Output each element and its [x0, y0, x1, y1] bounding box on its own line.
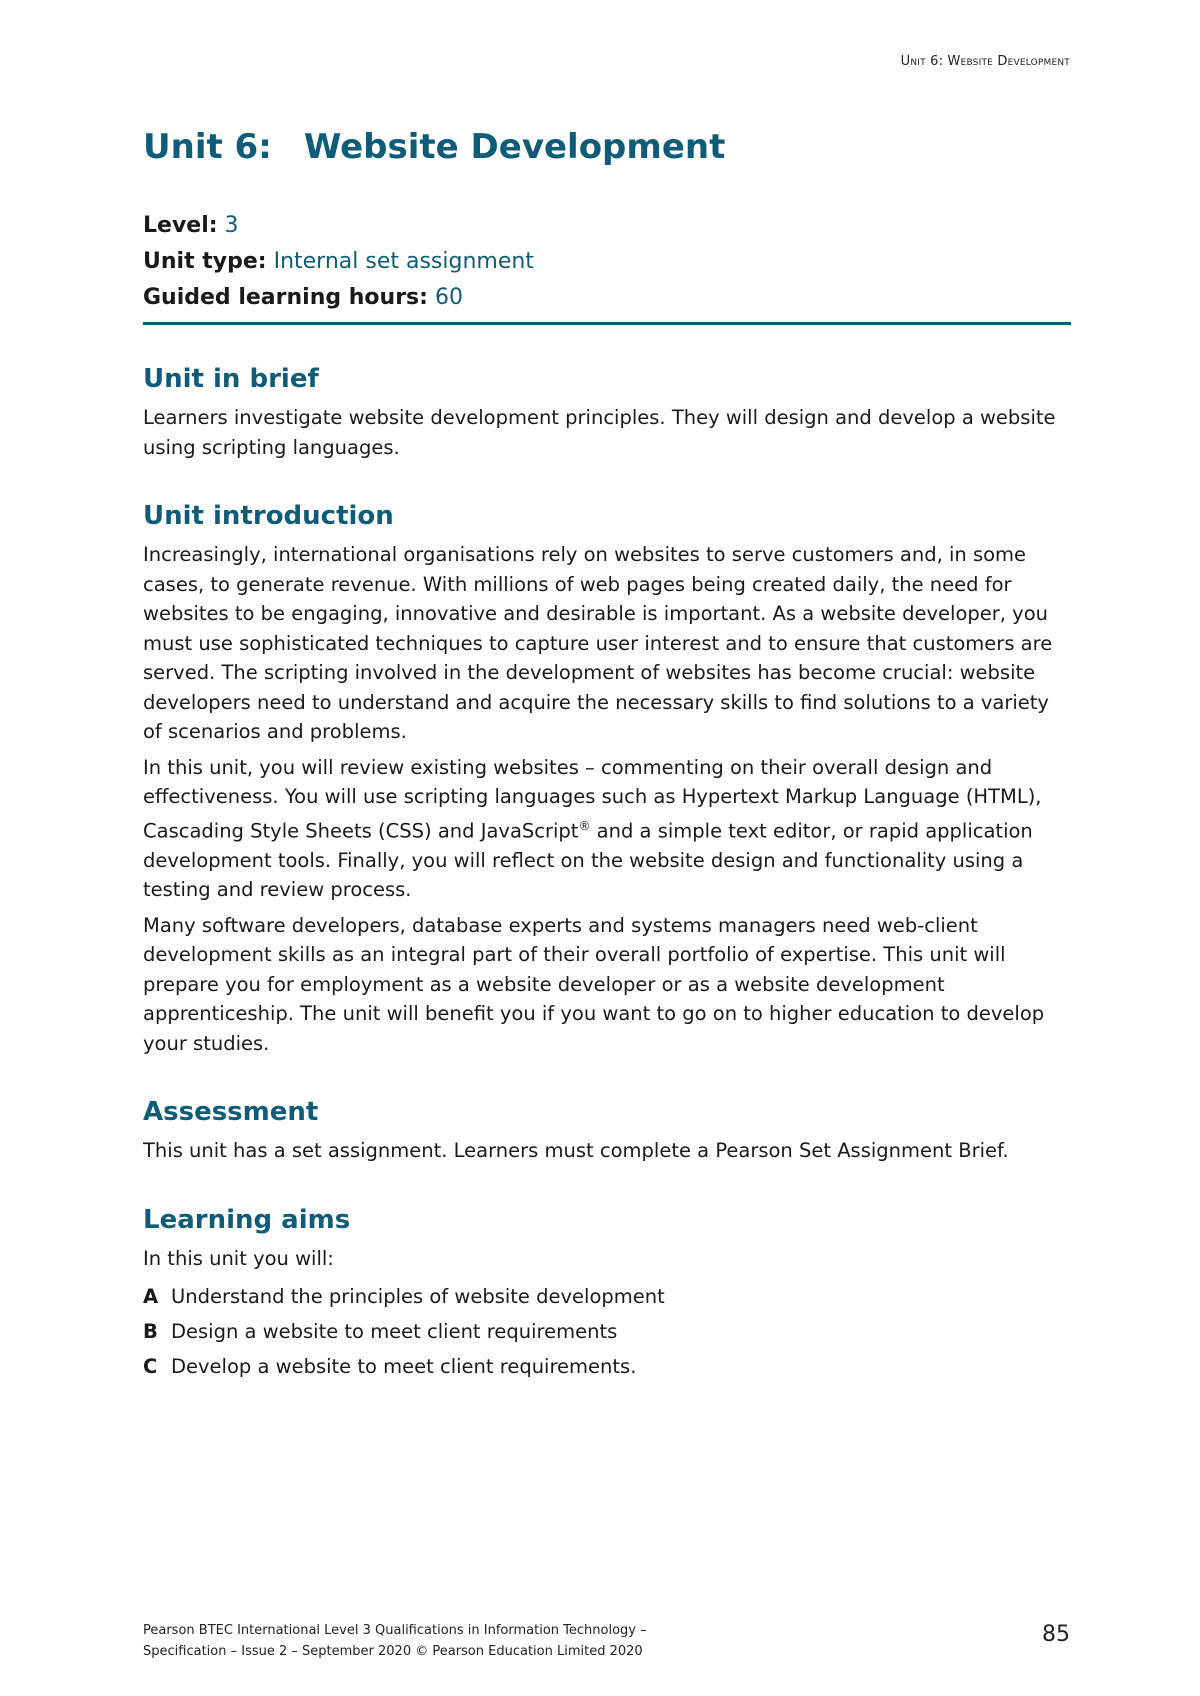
learning-aim-item	[143, 1279, 1071, 1314]
unit-meta	[143, 208, 1071, 316]
learning-aims-heading: Learning aims	[143, 1204, 351, 1235]
learning-aim-item	[143, 1349, 1071, 1384]
page-title	[143, 120, 1071, 174]
unit-type-label: Unit type:	[143, 249, 267, 274]
section-assessment	[143, 1094, 1071, 1166]
unit-in-brief-heading: Unit in brief	[143, 364, 319, 394]
registered-mark: ®	[578, 818, 591, 833]
meta-glh	[143, 280, 1071, 316]
level-label: Level:	[143, 213, 218, 238]
section-unit-in-brief	[143, 361, 1071, 462]
intro-paragraph-2-start: In this unit, you will review existing websites – commenting on their overall design and effectiveness. You will use scripting languages such as Hypertext Markup Language (HTML), Cascading Style Sheets (CSS) and JavaScript	[143, 755, 1042, 842]
aim-text: Understand the principles of website development	[171, 1285, 665, 1308]
intro-paragraph-1: Increasingly, international organisations rely on websites to serve customers and, in some cases, to generate revenue. With millions of web pages being created daily, the need for websites to be engaging, innovative and desirable is important. As a website developer, you must use sophisticated techniques to capture user interest and to ensure that customers are served. The scripting involved in the development of websites has become crucial: website developers need to understand and acquire the necessary skills to find solutions to a variety of scenarios and problems.	[143, 543, 1053, 743]
unit-number: Unit 6:	[143, 127, 272, 167]
section-unit-introduction	[143, 498, 1071, 1058]
unit-introduction-heading: Unit introduction	[143, 501, 394, 531]
footer-line-2: Specification – Issue 2 – September 2020 © Pearson Education Limited 2020	[143, 1644, 643, 1659]
unit-name: Website Development	[303, 127, 726, 167]
running-header: Unit 6: Website Development	[900, 54, 1070, 69]
intro-paragraph-2-end: and a simple text editor, or rapid application development tools. Finally, you will reflect on the website design and functionality using a testing and review process.	[143, 819, 1033, 901]
aim-letter: A	[143, 1285, 159, 1308]
glh-label: Guided learning hours:	[143, 285, 428, 310]
page-footer	[143, 1620, 647, 1662]
glh-value: 60	[434, 285, 463, 310]
assessment-text: This unit has a set assignment. Learners must complete a Pearson Set Assignment Brief.	[143, 1139, 1009, 1162]
page-number: 85	[1042, 1622, 1070, 1647]
unit-in-brief-text: Learners investigate website development principles. They will design and develop a website using scripting languages.	[143, 406, 1056, 459]
aim-text: Design a website to meet client requirements	[171, 1320, 618, 1343]
aim-text: Develop a website to meet client requirements.	[171, 1355, 637, 1378]
intro-paragraph-2	[143, 753, 1071, 905]
footer-line-1: Pearson BTEC International Level 3 Qualifications in Information Technology –	[143, 1623, 647, 1638]
aim-letter: B	[143, 1320, 158, 1343]
assessment-heading: Assessment	[143, 1097, 319, 1127]
learning-aims-list	[143, 1279, 1071, 1384]
aim-letter: C	[143, 1355, 158, 1378]
level-value: 3	[224, 213, 239, 238]
meta-unit-type	[143, 244, 1071, 280]
page-content	[143, 120, 1071, 1384]
section-learning-aims	[143, 1202, 1071, 1385]
meta-level	[143, 208, 1071, 244]
intro-paragraph-3: Many software developers, database experts and systems managers need web-client development skills as an integral part of their overall portfolio of expertise. This unit will prepare you for employment as a website developer or as a website development apprenticeship. The unit will benefit you if you want to go on to higher education to develop your studies.	[143, 913, 1045, 1055]
unit-type-value: Internal set assignment	[273, 249, 534, 274]
learning-aims-intro: In this unit you will:	[143, 1246, 334, 1270]
section-divider	[143, 322, 1071, 325]
learning-aim-item	[143, 1314, 1071, 1349]
